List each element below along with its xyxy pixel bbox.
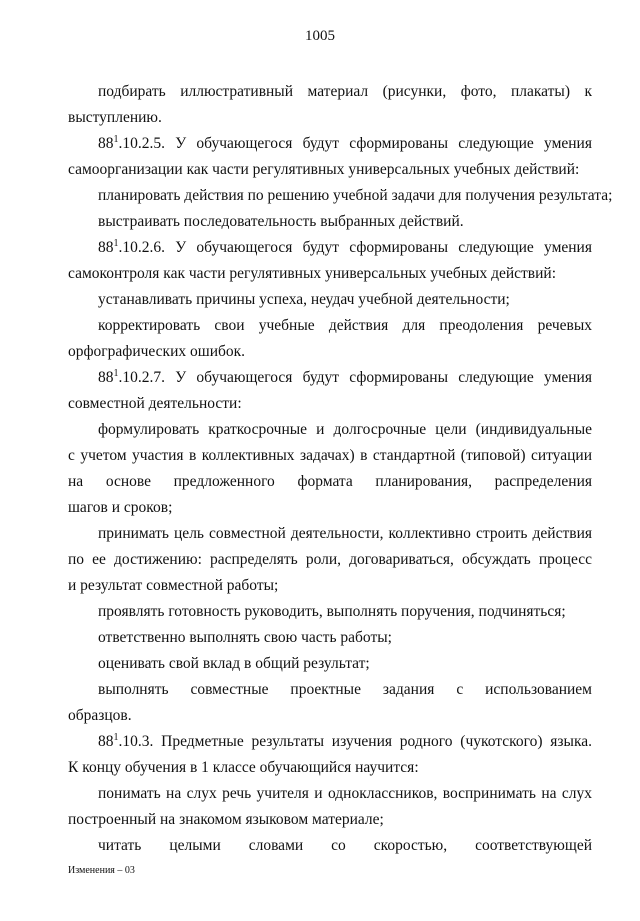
line-text: подбирать иллюстративный материал (рисунки, фото, плакаты) к <box>98 83 592 100</box>
line-text: шагов и сроков; <box>68 499 173 516</box>
text-line <box>68 810 384 830</box>
text-line <box>68 446 592 466</box>
text-line <box>98 82 592 102</box>
line-text: орфографических ошибок. <box>68 343 246 360</box>
text-line <box>98 524 592 544</box>
line-text: корректировать свои учебные действия для преодоления речевых <box>98 317 592 334</box>
page-number: 1005 <box>305 28 335 44</box>
line-text: с учетом участия в коллективных задачах) в стандартной (типовой) ситуации <box>68 447 592 464</box>
line-text: проявлять готовность руководить, выполнять поручения, подчиняться; <box>98 603 566 620</box>
text-line <box>98 420 592 440</box>
text-line <box>68 394 242 414</box>
text-line <box>68 108 162 128</box>
line-text: выстраивать последовательность выбранных действий. <box>98 213 464 230</box>
line-text: совместной деятельности: <box>68 395 242 412</box>
section-number: 88 <box>98 239 114 256</box>
line-text: .10.2.6. У обучающегося будут сформированы следующие умения <box>118 239 592 256</box>
section-superscript: 1 <box>113 732 119 743</box>
line-text: самоорганизации как части регулятивных универсальных учебных действий: <box>68 161 580 178</box>
line-text: оценивать свой вклад в общий результат; <box>98 655 370 672</box>
line-text: выступлению. <box>68 109 162 126</box>
line-text: .10.3. Предметные результаты изучения родного (чукотского) языка. <box>118 733 592 750</box>
text-line <box>98 836 592 856</box>
line-text: устанавливать причины успеха, неудач учебной деятельности; <box>98 291 510 308</box>
section-superscript: 1 <box>113 134 119 145</box>
text-line <box>98 316 592 336</box>
text-line <box>68 342 245 362</box>
line-text: образцов. <box>68 707 132 724</box>
line-text: принимать цель совместной деятельности, коллективно строить действия <box>98 525 592 542</box>
section-number: 88 <box>98 135 114 152</box>
line-text: и результат совместной работы; <box>68 577 279 594</box>
text-line <box>98 186 612 206</box>
text-line <box>98 680 592 700</box>
section-number: 88 <box>98 369 114 386</box>
line-text: построенный на знакомом языковом материале; <box>68 811 384 828</box>
footer-note: Изменения – 03 <box>68 865 135 876</box>
line-text: на основе предложенного формата планирования, распределения <box>68 473 592 490</box>
text-line <box>68 160 579 180</box>
line-text: понимать на слух речь учителя и одноклассников, воспринимать на слух <box>98 785 592 802</box>
section-number: 88 <box>98 733 114 750</box>
text-line <box>68 472 592 492</box>
text-line <box>98 602 566 622</box>
text-line <box>68 264 556 284</box>
line-text: К концу обучения в 1 классе обучающийся научится: <box>68 759 419 776</box>
text-line <box>98 212 464 232</box>
section-superscript: 1 <box>113 238 119 249</box>
text-line <box>68 758 419 778</box>
line-text: по ее достижению: распределять роли, договариваться, обсуждать процесс <box>68 551 592 568</box>
text-line <box>98 784 592 804</box>
section-superscript: 1 <box>113 368 119 379</box>
line-text: выполнять совместные проектные задания с использованием <box>98 681 592 698</box>
line-text: читать целыми словами со скоростью, соответствующей <box>98 837 592 854</box>
text-line <box>68 576 278 596</box>
line-text: самоконтроля как части регулятивных универсальных учебных действий: <box>68 265 557 282</box>
text-line <box>98 290 510 310</box>
text-line <box>98 654 370 674</box>
text-line <box>98 368 592 388</box>
line-text: .10.2.5. У обучающегося будут сформированы следующие умения <box>118 135 592 152</box>
text-line <box>68 498 172 518</box>
line-text: формулировать краткосрочные и долгосрочные цели (индивидуальные <box>98 421 592 438</box>
text-line <box>68 550 592 570</box>
text-line <box>98 628 392 648</box>
line-text: ответственно выполнять свою часть работы; <box>98 629 392 646</box>
text-line <box>68 706 132 726</box>
text-line <box>98 134 592 154</box>
line-text: .10.2.7. У обучающегося будут сформированы следующие умения <box>118 369 592 386</box>
line-text: планировать действия по решению учебной задачи для получения результата; <box>98 187 613 204</box>
text-line <box>98 732 592 752</box>
text-line <box>98 238 592 258</box>
